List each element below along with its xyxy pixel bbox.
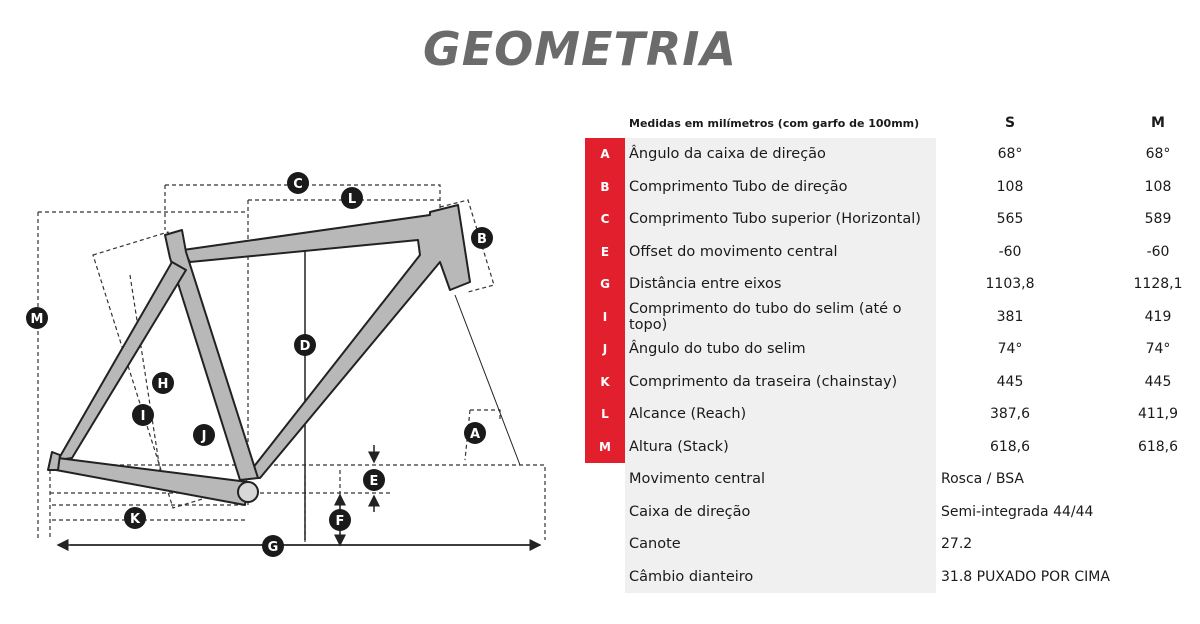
row-value-m: 68° xyxy=(1145,146,1171,163)
row-value-m: 74° xyxy=(1145,341,1171,358)
svg-text:D: D xyxy=(299,339,311,354)
component-value: 31.8 PUXADO POR CIMA xyxy=(941,568,1110,585)
dimension-arrows xyxy=(58,240,540,545)
component-label: Canote xyxy=(625,528,936,561)
badge-i xyxy=(132,404,154,426)
svg-text:A: A xyxy=(469,427,481,442)
row-value-s: 108 xyxy=(996,178,1024,195)
row-label: Alcance (Reach) xyxy=(625,398,936,431)
component-value: Semi-integrada 44/44 xyxy=(941,503,1094,520)
row-label: Offset do movimento central xyxy=(625,236,936,269)
svg-text:E: E xyxy=(369,474,379,489)
row-letter: I xyxy=(585,301,625,334)
page-title: GEOMETRIA xyxy=(423,22,737,76)
row-value-s: 68° xyxy=(997,146,1023,163)
table-header xyxy=(585,108,1200,138)
table-row xyxy=(585,398,1200,431)
svg-text:M: M xyxy=(30,312,44,327)
badge-c xyxy=(287,172,309,194)
row-label: Comprimento Tubo de direção xyxy=(625,171,936,204)
row-value-s: 445 xyxy=(996,373,1024,390)
table-row xyxy=(585,268,1200,301)
badge-h xyxy=(152,372,174,394)
table-row xyxy=(585,561,1200,594)
badge-a xyxy=(464,422,486,444)
row-letter: G xyxy=(585,268,625,301)
badge-m xyxy=(26,307,48,329)
component-value: 27.2 xyxy=(941,536,973,553)
badge-b xyxy=(471,227,493,249)
row-value-s: 565 xyxy=(996,211,1024,228)
row-value-m: 618,6 xyxy=(1137,438,1179,455)
svg-text:H: H xyxy=(157,377,169,392)
row-letter: K xyxy=(585,366,625,399)
row-value-s: 618,6 xyxy=(989,438,1031,455)
svg-text:J: J xyxy=(201,429,207,444)
row-label: Comprimento da traseira (chainstay) xyxy=(625,366,936,399)
table-row xyxy=(585,496,1200,529)
row-letter: B xyxy=(585,171,625,204)
row-value-m: 589 xyxy=(1144,211,1172,228)
row-label: Altura (Stack) xyxy=(625,431,936,464)
row-letter: J xyxy=(585,333,625,366)
row-label: Comprimento Tubo superior (Horizontal) xyxy=(625,203,936,236)
row-value-s: 74° xyxy=(997,341,1023,358)
badge-g xyxy=(262,535,284,557)
frame-geometry-diagram xyxy=(0,160,560,580)
component-label: Caixa de direção xyxy=(625,496,936,529)
row-letter: C xyxy=(585,203,625,236)
bottom-bracket xyxy=(238,482,258,502)
badge-d xyxy=(294,334,316,356)
row-value-m: 419 xyxy=(1144,308,1172,325)
badge-k xyxy=(124,507,146,529)
measurement-rows xyxy=(585,138,1200,463)
header-size-s: S xyxy=(1004,115,1016,131)
badge-l xyxy=(341,187,363,209)
table-row xyxy=(585,333,1200,366)
table-row xyxy=(585,366,1200,399)
table-row xyxy=(585,236,1200,269)
fork-line xyxy=(455,295,520,465)
svg-text:I: I xyxy=(140,409,146,424)
geometry-table xyxy=(585,108,1200,593)
bike-frame xyxy=(48,205,470,505)
row-value-m: 411,9 xyxy=(1137,406,1179,423)
badge-f xyxy=(329,509,351,531)
svg-text:C: C xyxy=(293,177,303,192)
table-row xyxy=(585,463,1200,496)
row-value-m: 445 xyxy=(1144,373,1172,390)
row-value-s: -60 xyxy=(998,243,1022,260)
row-letter: E xyxy=(585,236,625,269)
row-letter: L xyxy=(585,398,625,431)
table-row xyxy=(585,171,1200,204)
row-label: Distância entre eixos xyxy=(625,268,936,301)
row-value-s: 1103,8 xyxy=(985,276,1035,293)
header-label: Medidas em milímetros (com garfo de 100mm) xyxy=(629,116,920,130)
row-label: Comprimento do tubo do selim (até o topo) xyxy=(625,301,936,334)
row-label: Ângulo da caixa de direção xyxy=(625,138,936,171)
component-value: Rosca / BSA xyxy=(941,471,1024,488)
table-row xyxy=(585,301,1200,334)
svg-text:L: L xyxy=(347,192,357,207)
component-rows xyxy=(585,463,1200,593)
row-label: Ângulo do tubo do selim xyxy=(625,333,936,366)
row-letter: M xyxy=(585,431,625,464)
svg-text:G: G xyxy=(267,540,279,555)
table-row xyxy=(585,431,1200,464)
row-value-s: 387,6 xyxy=(989,406,1031,423)
svg-text:B: B xyxy=(477,232,487,247)
row-value-m: 1128,1 xyxy=(1133,276,1183,293)
table-row xyxy=(585,203,1200,236)
svg-text:K: K xyxy=(129,512,141,527)
badge-j xyxy=(193,424,215,446)
svg-text:F: F xyxy=(335,514,345,529)
table-row xyxy=(585,528,1200,561)
row-value-m: -60 xyxy=(1146,243,1170,260)
component-label: Câmbio dianteiro xyxy=(625,561,936,594)
header-size-m: M xyxy=(1151,115,1165,131)
component-label: Movimento central xyxy=(625,463,936,496)
badge-e xyxy=(363,469,385,491)
row-value-s: 381 xyxy=(996,308,1024,325)
row-letter: A xyxy=(585,138,625,171)
table-row xyxy=(585,138,1200,171)
row-value-m: 108 xyxy=(1144,178,1172,195)
